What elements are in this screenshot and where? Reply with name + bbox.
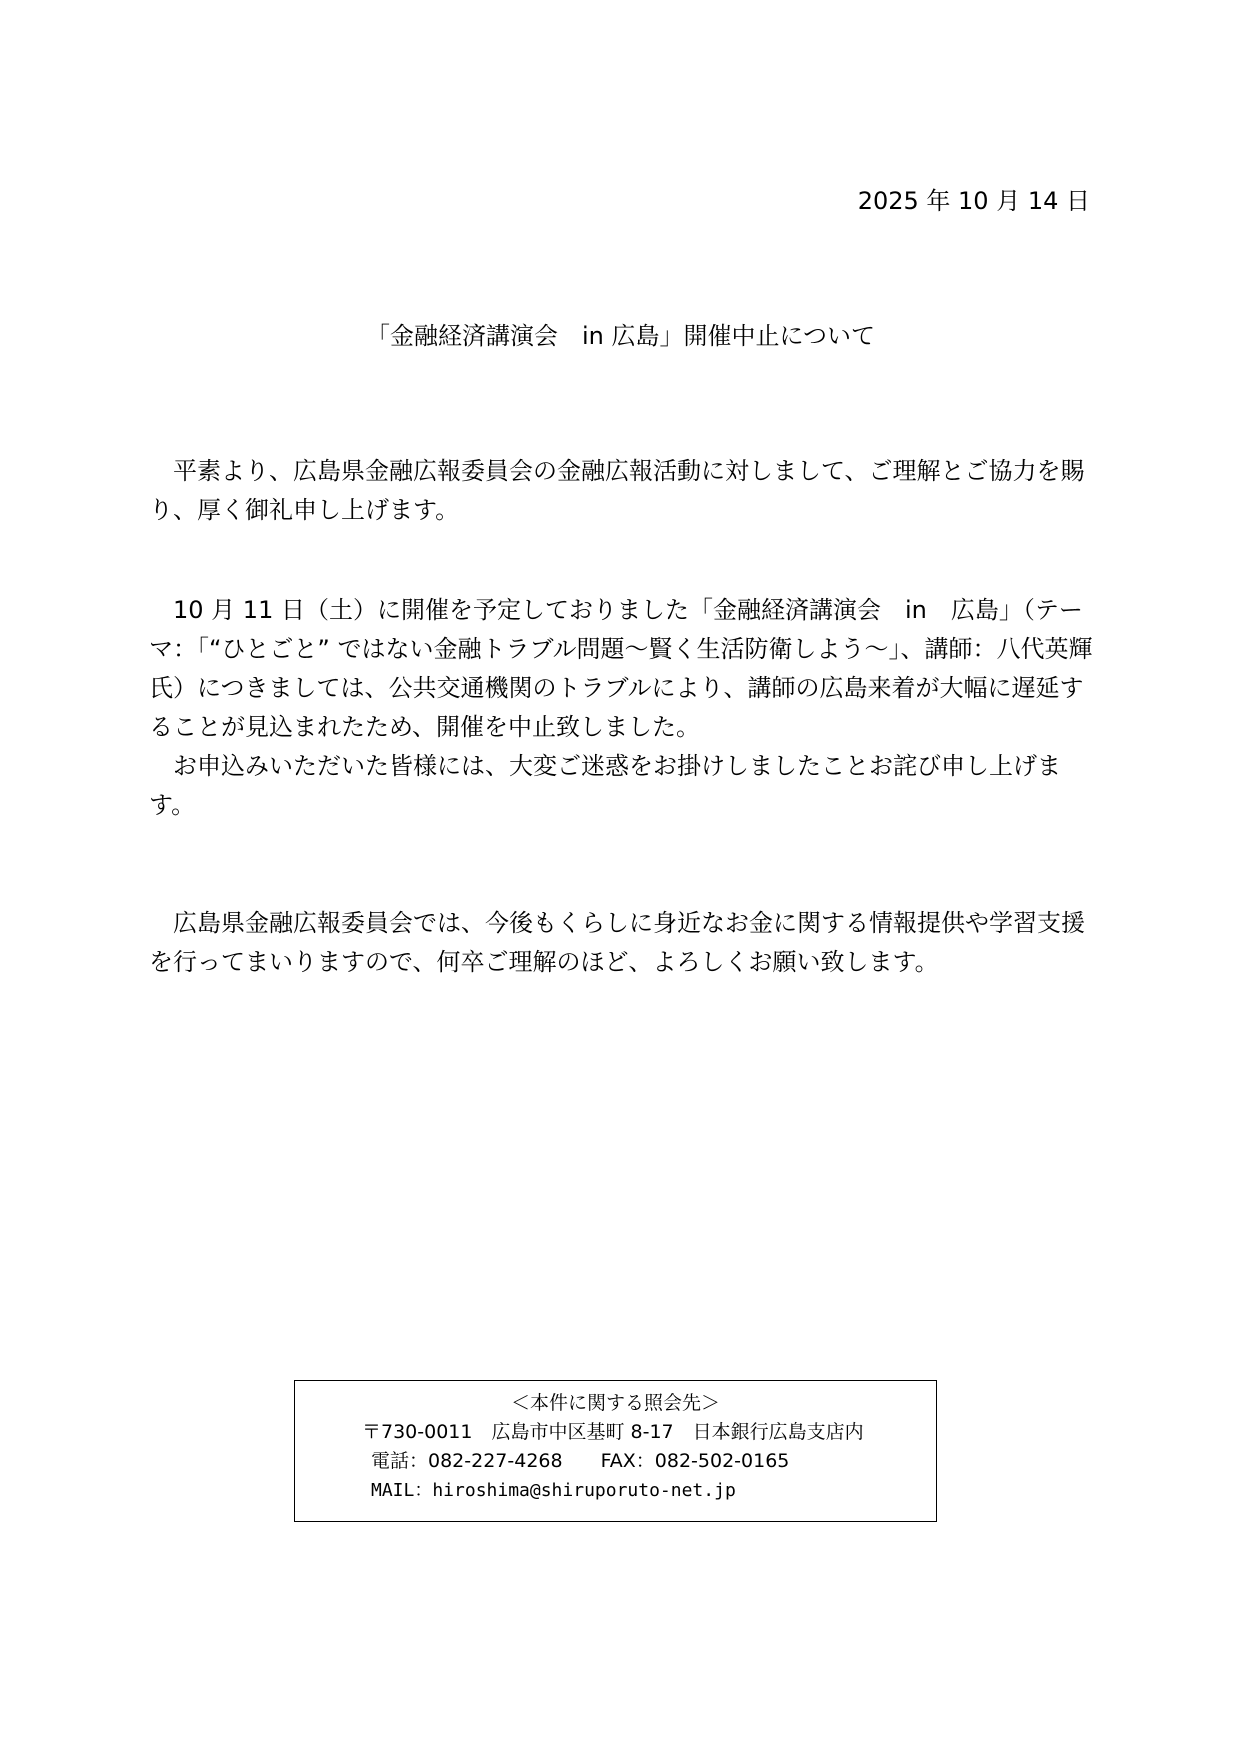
contact-heading: ＜本件に関する照会先＞ [510, 1392, 720, 1414]
body-paragraph-cancellation [149, 591, 1099, 825]
document-title: 「金融経済講演会 in 広島」開催中止について [365, 322, 876, 350]
body-paragraph-closing [149, 904, 1099, 982]
paragraph-2: 10 月 11 日（土）に開催を予定しておりました「金融経済講演会 in 広島」（テーマ：「“ひとごと” ではない金融トラブル問題～賢く生活防衛しよう～」、講師：八代英輝氏）につきましては、公共交通機関のトラブルにより、講師の広島来着が大幅に遅延することが見込まれたため、開催を中止致しました。 [149, 596, 1093, 741]
contact-box [294, 1380, 937, 1522]
contact-address: 〒730-0011 広島市中区基町 8-17 日本銀行広島支店内 [362, 1421, 864, 1443]
contact-email: MAIL：hiroshima@shiruporuto-net.jp [371, 1480, 736, 1501]
paragraph-3: お申込みいただいた皆様には、大変ご迷惑をお掛けしましたことお詫び申し上げます。 [149, 752, 1061, 819]
document-date: 2025 年 10 月 14 日 [857, 187, 1090, 215]
paragraph-4: 広島県金融広報委員会では、今後もくらしに身近なお金に関する情報提供や学習支援を行ってまいりますので、何卒ご理解のほど、よろしくお願い致します。 [149, 909, 1085, 976]
paragraph-1: 平素より、広島県金融広報委員会の金融広報活動に対しまして、ご理解とご協力を賜り、厚く御礼申し上げます。 [149, 457, 1085, 524]
body-paragraph-greeting [149, 452, 1099, 530]
contact-phone-fax: 電話：082-227-4268 FAX：082-502-0165 [371, 1450, 790, 1472]
